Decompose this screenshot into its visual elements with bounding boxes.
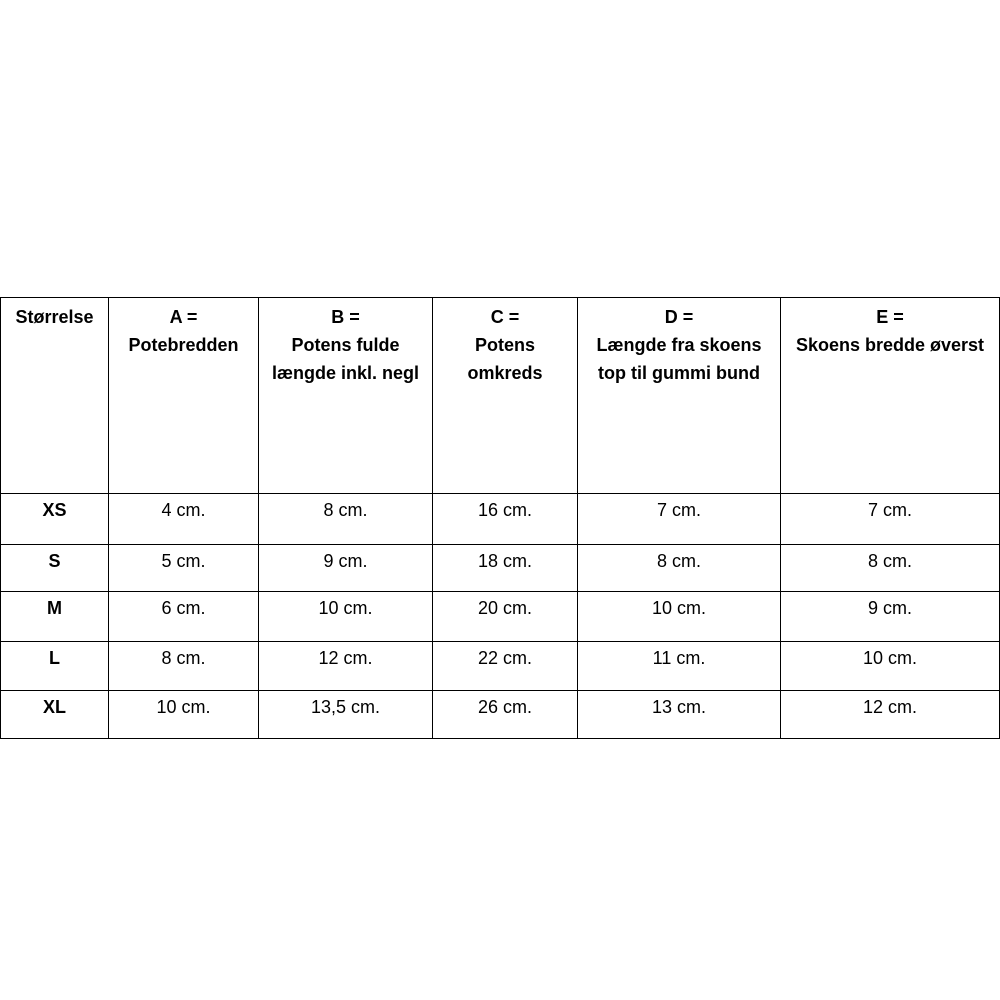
header-b-line-3: længde inkl. negl: [271, 363, 419, 383]
table-cell: 10 cm.: [259, 592, 433, 642]
table-cell: 6 cm.: [109, 592, 259, 642]
header-c-line-1: C =: [490, 307, 520, 327]
size-cell: M: [1, 592, 109, 642]
header-d-line-3: top til gummi bund: [598, 363, 760, 383]
header-e-line-1: E =: [876, 307, 904, 327]
header-b-line-1: B =: [331, 307, 360, 327]
table-cell: 10 cm.: [781, 642, 1000, 691]
header-d-line-1: D =: [664, 307, 694, 327]
header-c-line-2: Potens: [474, 335, 535, 355]
header-d: [578, 298, 781, 494]
table-row: [1, 691, 1000, 739]
header-c: [433, 298, 578, 494]
table-cell: 8 cm.: [578, 545, 781, 592]
table-cell: 9 cm.: [781, 592, 1000, 642]
size-cell: S: [1, 545, 109, 592]
table-cell: 22 cm.: [433, 642, 578, 691]
header-a-line-1: A =: [169, 307, 198, 327]
size-cell: L: [1, 642, 109, 691]
table-cell: 8 cm.: [109, 642, 259, 691]
table-row: [1, 642, 1000, 691]
table-cell: 13,5 cm.: [259, 691, 433, 739]
table-cell: 16 cm.: [433, 494, 578, 545]
table-row: [1, 494, 1000, 545]
header-row: [1, 298, 1000, 494]
header-size-line-1: Størrelse: [15, 307, 94, 327]
table-cell: 8 cm.: [259, 494, 433, 545]
table-cell: 7 cm.: [781, 494, 1000, 545]
table-cell: 20 cm.: [433, 592, 578, 642]
header-e: [781, 298, 1000, 494]
header-b: [259, 298, 433, 494]
table-cell: 18 cm.: [433, 545, 578, 592]
table-cell: 10 cm.: [109, 691, 259, 739]
table-cell: 4 cm.: [109, 494, 259, 545]
table-row: [1, 592, 1000, 642]
table-cell: 12 cm.: [781, 691, 1000, 739]
table-cell: 7 cm.: [578, 494, 781, 545]
header-e-line-2: Skoens bredde øverst: [795, 335, 985, 355]
header-d-line-2: Længde fra skoens: [596, 335, 762, 355]
table-cell: 11 cm.: [578, 642, 781, 691]
table-cell: 12 cm.: [259, 642, 433, 691]
table-cell: 26 cm.: [433, 691, 578, 739]
size-cell: XS: [1, 494, 109, 545]
size-cell: XL: [1, 691, 109, 739]
header-a: [109, 298, 259, 494]
table-cell: 9 cm.: [259, 545, 433, 592]
header-size: [1, 298, 109, 494]
table-cell: 10 cm.: [578, 592, 781, 642]
table-row: [1, 545, 1000, 592]
table-cell: 5 cm.: [109, 545, 259, 592]
table-cell: 13 cm.: [578, 691, 781, 739]
header-c-line-3: omkreds: [467, 363, 543, 383]
size-table: [0, 297, 1000, 739]
header-a-line-2: Potebredden: [128, 335, 239, 355]
header-b-line-2: Potens fulde: [291, 335, 400, 355]
table-cell: 8 cm.: [781, 545, 1000, 592]
